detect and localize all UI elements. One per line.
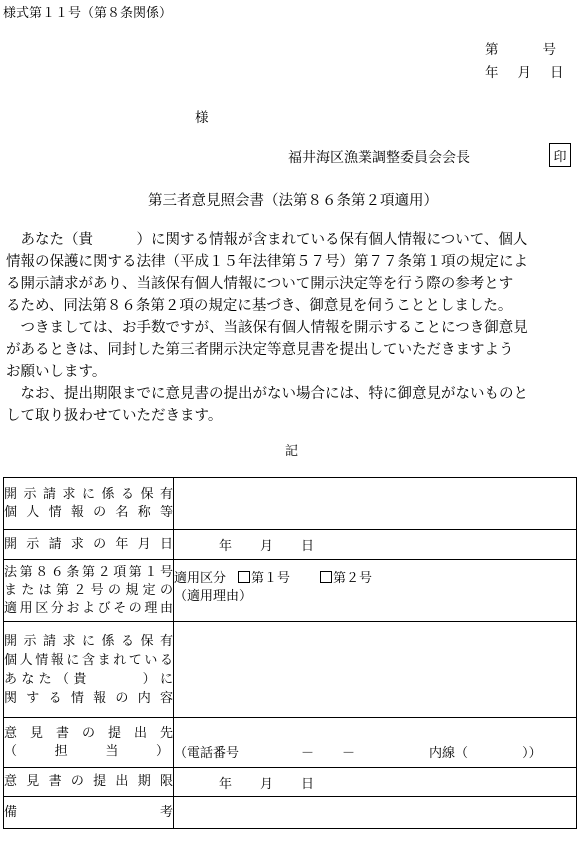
info-content-field[interactable] — [174, 622, 577, 718]
body-line: して取り扱わせていただきます。 — [6, 408, 223, 424]
number-go: 号 — [542, 42, 556, 58]
table-row — [4, 478, 577, 530]
row-label: 備 考 — [4, 797, 174, 829]
body-line: あなた（貴 ）に関する情報が含まれている保有個人情報について、個人 — [6, 232, 528, 248]
record-name-field[interactable] — [174, 478, 577, 530]
submission-deadline-field[interactable]: 年 月 日 — [174, 768, 577, 797]
table-row — [4, 718, 577, 768]
table-row — [4, 622, 577, 718]
body-text — [6, 229, 580, 427]
number-dai: 第 — [485, 42, 499, 58]
table-row — [4, 797, 577, 829]
table-row — [4, 560, 577, 622]
submission-contact-field[interactable]: （電話番号 － － 内線（ ）） — [174, 718, 577, 768]
body-line: る開示請求があり、当該保有個人情報について開示決定等を行う際の参考とす — [6, 276, 514, 292]
checkbox-option-2[interactable] — [320, 571, 332, 583]
date-month: 月 — [517, 65, 531, 81]
row-label: 開示請求に係る保有 個人情報に含まれている あなた（貴 ）に 関する情報の内容 — [4, 622, 174, 718]
row-label: 開示請求の年月日 — [4, 530, 174, 560]
row-label: 法第８６条第２項第１号 または第２号の規定の 適用区分およびその理由 — [4, 560, 174, 622]
table-row — [4, 768, 577, 797]
checkbox-option-1[interactable] — [238, 571, 250, 583]
body-line: つきましては、お手数ですが、当該保有個人情報を開示することにつき御意見 — [6, 320, 528, 336]
row-label: 開示請求に係る保有 個人情報の名称等 — [4, 478, 174, 530]
request-date-field[interactable]: 年 月 日 — [174, 530, 577, 560]
form-number: 様式第１１号（第８条関係） — [3, 6, 173, 21]
document-number — [485, 38, 556, 58]
document-date — [485, 61, 564, 81]
info-table — [3, 477, 577, 829]
remarks-field[interactable] — [174, 797, 577, 829]
body-line: お願いします。 — [6, 364, 107, 380]
seal-mark: 印 — [549, 143, 571, 167]
body-line: があるときは、同封した第三者開示決定等意見書を提出していただきますよう — [6, 342, 514, 358]
row-label: 意見書の提出先 （ 担 当 ） — [4, 718, 174, 768]
document-title: 第三者意見照会書（法第８６条第２項適用） — [148, 193, 438, 209]
applicable-category-field: 適用区分 第１号 第２号 （適用理由） — [174, 560, 577, 622]
body-line: なお、提出期限までに意見書の提出がない場合には、特に御意見がないものと — [6, 386, 528, 402]
reason-label: （適用理由） — [174, 589, 253, 604]
addressee: 様 — [195, 110, 209, 126]
sender-name: 福井海区漁業調整委員会会長 — [288, 150, 470, 166]
body-line: 情報の保護に関する法律（平成１５年法律第５７号）第７７条第１項の規定によ — [6, 254, 528, 270]
row-label: 意見書の提出期限 — [4, 768, 174, 797]
date-day: 日 — [550, 65, 564, 81]
table-row — [4, 530, 577, 560]
date-year: 年 — [485, 65, 499, 81]
body-line: るため、同法第８６条第２項の規定に基づき、御意見を伺うこととしました。 — [6, 298, 513, 314]
ki-heading: 記 — [285, 444, 299, 459]
